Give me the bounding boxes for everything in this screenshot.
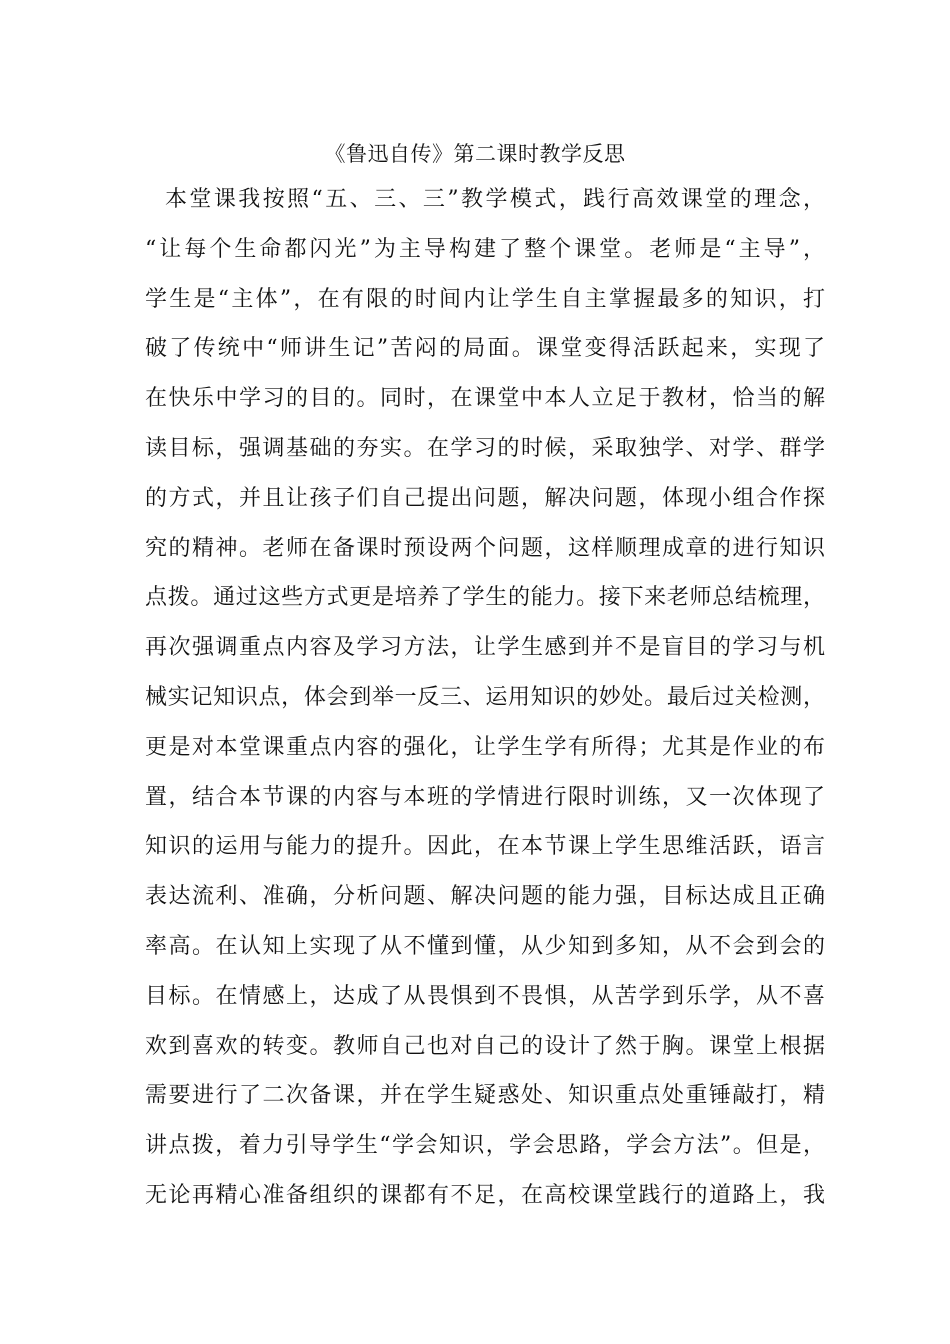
paragraph-line: 械实记知识点，体会到举一反三、运用知识的妙处。最后过关检测， bbox=[145, 684, 825, 710]
paragraph-line: 置，结合本节课的内容与本班的学情进行限时训练，又一次体现了 bbox=[145, 784, 825, 810]
paragraph-line: 率高。在认知上实现了从不懂到懂，从少知到多知，从不会到会的 bbox=[145, 933, 825, 959]
paragraph-line: 目标。在情感上，达成了从畏惧到不畏惧，从苦学到乐学，从不喜 bbox=[145, 983, 825, 1009]
paragraph-line: 更是对本堂课重点内容的强化，让学生学有所得；尤其是作业的布 bbox=[145, 734, 825, 760]
paragraph-line: “让每个生命都闪光”为主导构建了整个课堂。老师是“主导”， bbox=[145, 236, 825, 262]
paragraph-line: 欢到喜欢的转变。教师自己也对自己的设计了然于胸。课堂上根据 bbox=[145, 1033, 825, 1059]
paragraph-line: 学生是“主体”，在有限的时间内让学生自主掌握最多的知识，打 bbox=[145, 286, 825, 312]
paragraph-line: 讲点拨，着力引导学生“学会知识，学会思路，学会方法”。但是， bbox=[145, 1133, 825, 1159]
document-title: 《鲁迅自传》第二课时教学反思 bbox=[324, 142, 626, 166]
paragraph-line: 表达流利、准确，分析问题、解决问题的能力强，目标达成且正确 bbox=[145, 884, 825, 910]
paragraph-line: 无论再精心准备组织的课都有不足，在高校课堂践行的道路上，我 bbox=[145, 1182, 825, 1208]
paragraph-line: 知识的运用与能力的提升。因此，在本节课上学生思维活跃，语言 bbox=[145, 834, 825, 860]
paragraph-line: 点拨。通过这些方式更是培养了学生的能力。接下来老师总结梳理， bbox=[145, 585, 825, 611]
paragraph-line: 的方式，并且让孩子们自己提出问题，解决问题，体现小组合作探 bbox=[145, 485, 825, 511]
document-body bbox=[145, 180, 825, 1226]
paragraph-line: 在快乐中学习的目的。同时，在课堂中本人立足于教材，恰当的解 bbox=[145, 386, 825, 412]
paragraph-line: 究的精神。老师在备课时预设两个问题，这样顺理成章的进行知识 bbox=[145, 535, 825, 561]
paragraph-line: 再次强调重点内容及学习方法，让学生感到并不是盲目的学习与机 bbox=[145, 635, 825, 661]
paragraph-line: 本堂课我按照“五、三、三”教学模式，践行高效课堂的理念， bbox=[165, 187, 825, 212]
paragraph-line: 破了传统中“师讲生记”苦闷的局面。课堂变得活跃起来，实现了 bbox=[145, 336, 825, 362]
paragraph-line: 读目标，强调基础的夯实。在学习的时候，采取独学、对学、群学 bbox=[145, 435, 825, 461]
paragraph-line: 需要进行了二次备课，并在学生疑惑处、知识重点处重锤敲打，精 bbox=[145, 1083, 825, 1109]
